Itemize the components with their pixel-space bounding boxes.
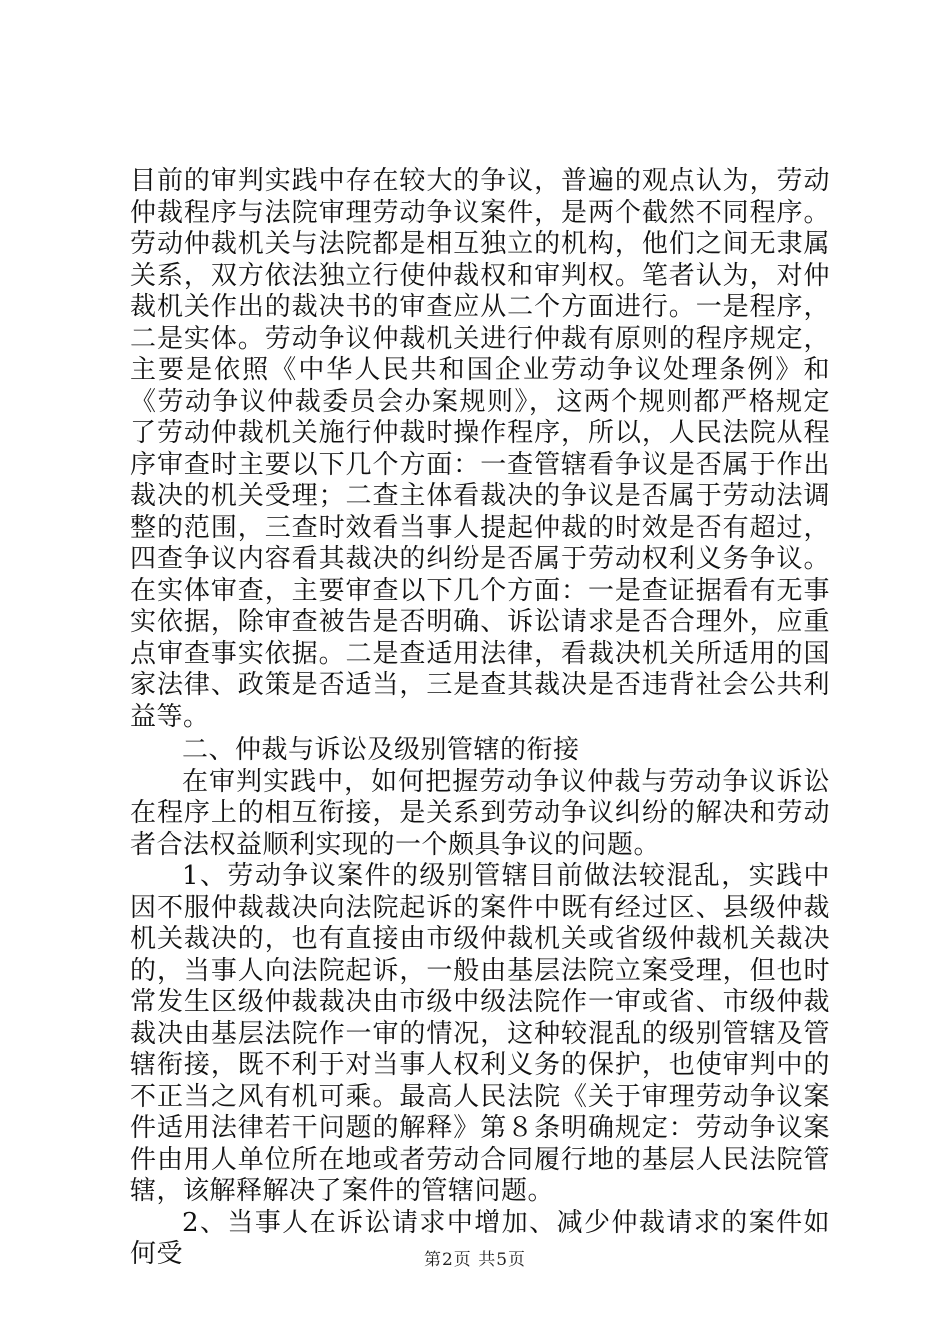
paragraph-intro: 在审判实践中，如何把握劳动争议仲裁与劳动争议诉讼在程序上的相互衔接，是关系到劳动争议纠纷的解决和劳动者合法权益顺利实现的一个颇具争议的问题。 [130, 766, 830, 860]
paragraph-review-of-arbitration: 目前的审判实践中存在较大的争议，普遍的观点认为，劳动仲裁程序与法院审理劳动争议案件，是两个截然不同程序。劳动仲裁机关与法院都是相互独立的机构，他们之间无隶属关系，双方依法独立行使仲裁权和审判权。笔者认为，对仲裁机关作出的裁决书的审查应从二个方面进行。一是程序，二是实体。劳动争议仲裁机关进行仲裁有原则的程序规定，主要是依照《中华人民共和国企业劳动争议处理条例》和《劳动争议仲裁委员会办案规则》，这两个规则都严格规定了劳动仲裁机关施行仲裁时操作程序，所以，人民法院从程序审查时主要以下几个方面：一查管辖看争议是否属于作出裁决的机关受理；二查主体看裁决的争议是否属于劳动法调整的范围，三查时效看当事人提起仲裁的时效是否有超过，四查争议内容看其裁决的纠纷是否属于劳动权利义务争议。在实体审查，主要审查以下几个方面：一是查证据看有无事实依据，除审查被告是否明确、诉讼请求是否合理外，应重点审查事实依据。二是查适用法律，看裁决机关所适用的国家法律、政策是否适当，三是查其裁决是否违背社会公共利益等。 [130, 166, 830, 732]
document-body [130, 166, 830, 1271]
paragraph-point-2: 2、当事人在诉讼请求中增加、减少仲裁请求的案件如何受 [130, 1207, 830, 1269]
paragraph-point-1: 1、劳动争议案件的级别管辖目前做法较混乱，实践中因不服仲裁裁决向法院起诉的案件中既有经过区、县级仲裁机关裁决的，也有直接由市级仲裁机关或省级仲裁机关裁决的，当事人向法院起诉，一般由基层法院立案受理，但也时常发生区级仲裁裁决由市级中级法院作一审或省、市级仲裁裁决由基层法院作一审的情况，这种较混乱的级别管辖及管辖衔接，既不利于对当事人权利义务的保护，也使审判中的不正当之风有机可乘。最高人民法院《关于审理劳动争议案件适用法律若干问题的解释》第８条明确规定：劳动争议案件由用人单位所在地或者劳动合同履行地的基层人民法院管辖，该解释解决了案件的管辖问题。 [130, 861, 830, 1206]
page-number-footer: 第2页 共5页 [423, 1250, 527, 1270]
section-heading: 二、仲裁与诉讼及级别管辖的衔接 [182, 735, 580, 765]
